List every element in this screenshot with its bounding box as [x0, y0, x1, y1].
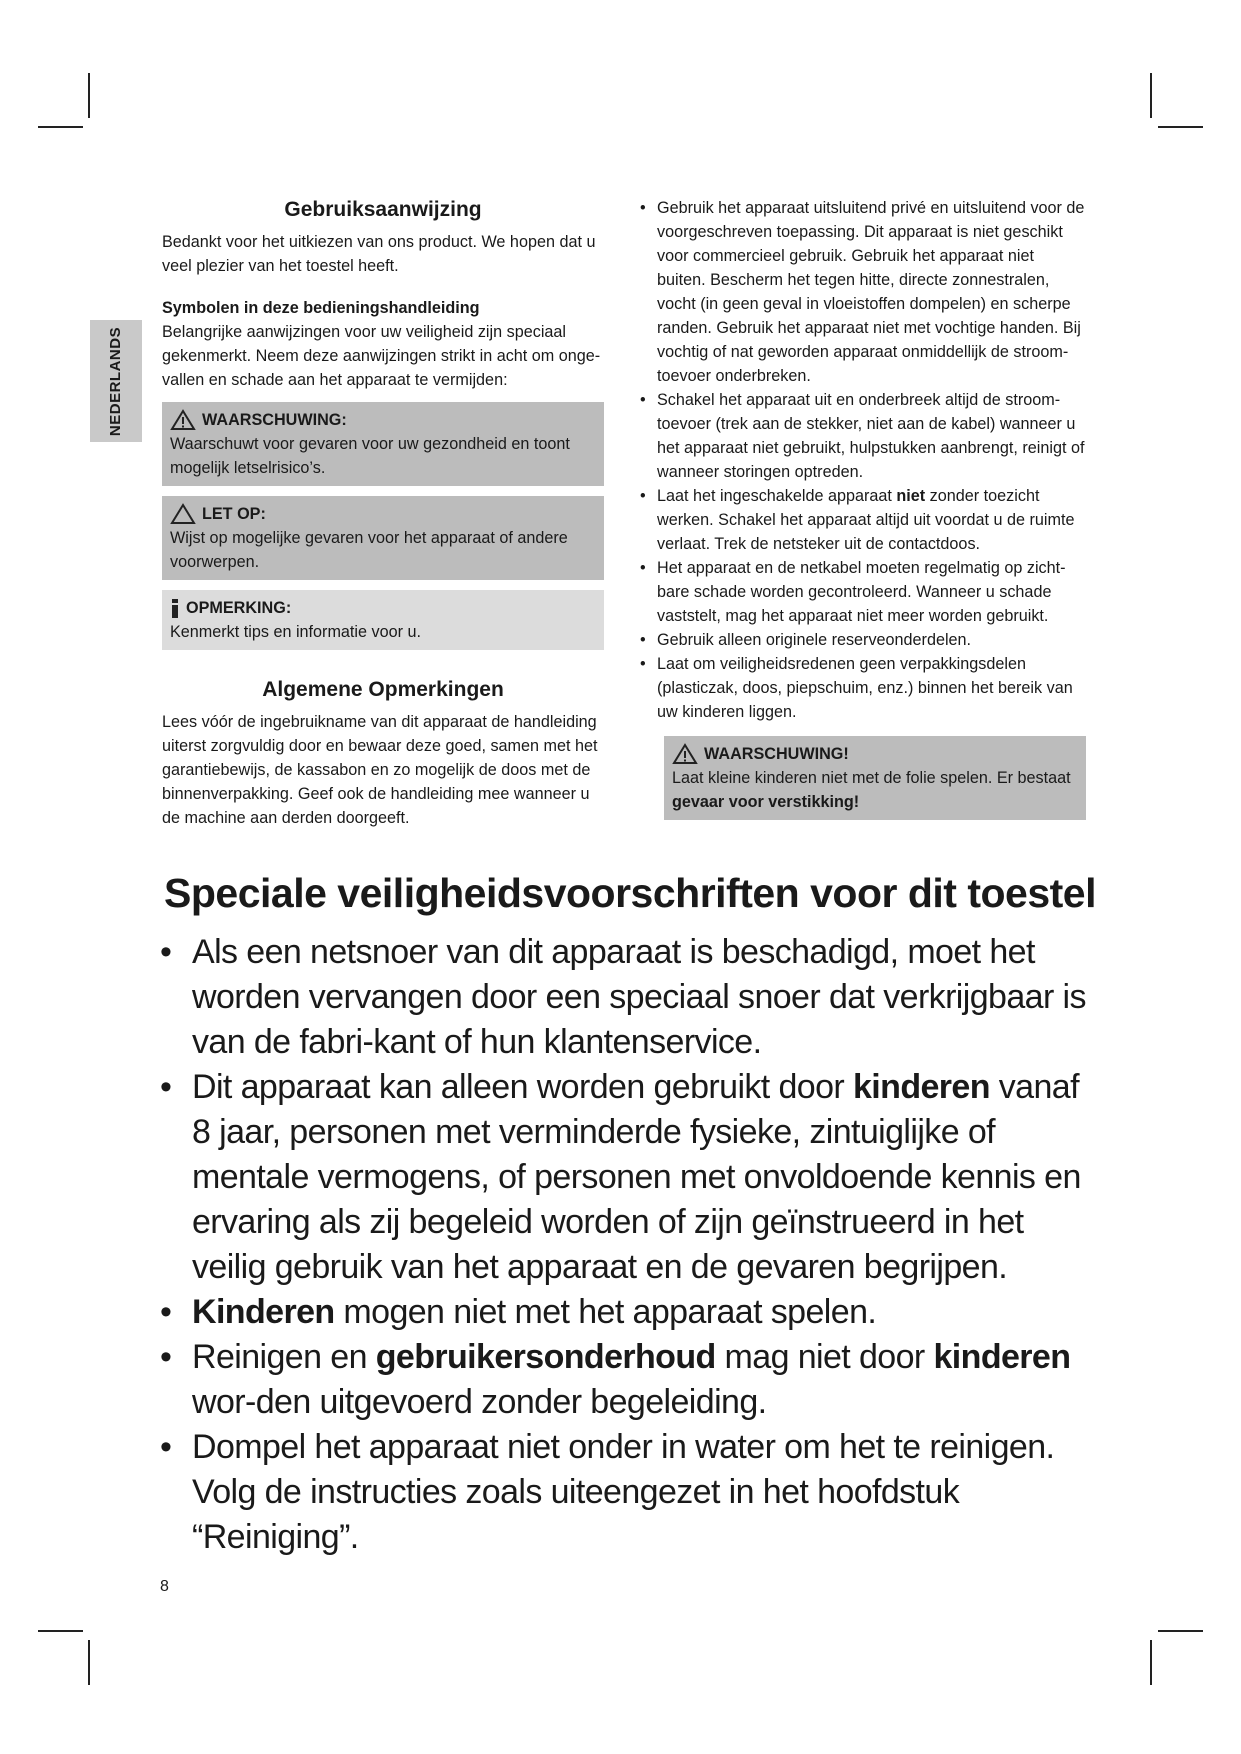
- general-text: Lees vóór de ingebruikname van dit apparaat de handleiding uiterst zorgvuldig door en bewaar deze goed, samen met het garantiebewijs, de kassabon en zo mogelijk de doos met de binnenverpakking. Geef ook de handleiding mee wanneer u de machine aan derden doorgeeft.: [162, 713, 598, 827]
- warning-text: Laat kleine kinderen niet met de folie spelen. Er bestaat gevaar voor verstikking!: [672, 769, 1071, 811]
- instructions-title: Gebruiksaanwijzing: [284, 198, 482, 221]
- list-item: • Kinderen mogen niet met het apparaat spelen.: [160, 1290, 1100, 1335]
- intro-text: Bedankt voor het uitkiezen van ons product. We hopen dat u veel plezier van het toestel heeft.: [162, 233, 596, 275]
- list-item: • Gebruik alleen originele reserveonderdelen.: [640, 628, 1086, 652]
- list-item: • Laat om veiligheidsredenen geen verpakkingsdelen (plasticzak, doos, piepschuim, enz.) binnen het bereik van uw kinderen liggen.: [640, 652, 1086, 724]
- caution-label: LET OP:: [202, 505, 266, 523]
- list-item: • Gebruik het apparaat uitsluitend privé en uitsluitend voor de voorgeschreven toepassing. Dit apparaat is niet geschikt voor commercieel gebruik. Gebruik het apparaat niet buiten. Bescherm het tegen hitte, directe zonnestralen, vocht (in geen geval in vloeistoffen dompelen) en scherpe randen. Gebruik het apparaat niet met vochtige handen. Bij vochtig of nat geworden apparaat onmiddellijk de stroom-toevoer onderbreken.: [640, 196, 1086, 388]
- right-column: [640, 196, 1086, 820]
- symbols-heading: Symbolen in deze bedieningshandleiding: [162, 299, 480, 317]
- crop-mark: [1158, 1630, 1203, 1632]
- warning-box-right: [664, 736, 1086, 820]
- list-item: • Het apparaat en de netkabel moeten regelmatig op zicht-bare schade worden gecontroleerd. Wanneer u schade vaststelt, mag het apparaat niet meer worden gebruikt.: [640, 556, 1086, 628]
- special-safety-list: [160, 930, 1100, 1560]
- list-item: • Als een netsnoer van dit apparaat is beschadigd, moet het worden vervangen door een speciaal snoer dat verkrijgbaar is van de fabri-kant of hun klantenservice.: [160, 930, 1100, 1065]
- list-item: • Laat het ingeschakelde apparaat niet zonder toezicht werken. Schakel het apparaat altijd uit voordat u de ruimte verlaat. Trek de netsteker uit de contactdoos.: [640, 484, 1086, 556]
- safety-list: [640, 196, 1086, 724]
- page-number: 8: [160, 1578, 169, 1595]
- warning-triangle-icon: [672, 743, 698, 765]
- crop-mark: [1158, 126, 1203, 128]
- crop-mark: [38, 1630, 83, 1632]
- symbols-text: Belangrijke aanwijzingen voor uw veiligheid zijn speciaal gekenmerkt. Neem deze aanwijzingen strikt in acht om onge-vallen en schade aan het apparaat te vermijden:: [162, 323, 601, 389]
- caution-box: [162, 496, 604, 580]
- crop-mark: [1150, 1640, 1152, 1685]
- general-title: Algemene Opmerkingen: [262, 678, 504, 701]
- crop-mark: [1150, 73, 1152, 118]
- note-box: [162, 590, 604, 650]
- crop-mark: [88, 1640, 90, 1685]
- warning-triangle-icon: [170, 409, 196, 431]
- warning-label: WAARSCHUWING:: [202, 411, 347, 429]
- list-item: • Schakel het apparaat uit en onderbreek altijd de stroom-toevoer (trek aan de stekker, niet aan de kabel) wanneer u het apparaat niet gebruikt, hulpstukken aanbrengt, reinigt of wanneer storingen optreden.: [640, 388, 1086, 484]
- left-column: [162, 196, 604, 830]
- warning-text: Waarschuwt voor gevaren voor uw gezondheid en toont mogelijk letselrisico’s.: [170, 435, 570, 477]
- warning-label: WAARSCHUWING!: [704, 745, 849, 763]
- caution-text: Wijst op mogelijke gevaren voor het apparaat of andere voorwerpen.: [170, 529, 568, 571]
- special-safety-section: [160, 868, 1100, 1560]
- crop-mark: [38, 126, 83, 128]
- language-tab-label: NEDERLANDS: [107, 326, 125, 436]
- note-label: OPMERKING:: [186, 599, 292, 617]
- list-item: • Reinigen en gebruikersonderhoud mag niet door kinderen wor-den uitgevoerd zonder begeleiding.: [160, 1335, 1100, 1425]
- warning-box: [162, 402, 604, 486]
- special-safety-title: Speciale veiligheidsvoorschriften voor dit toestel: [164, 870, 1096, 916]
- list-item: • Dit apparaat kan alleen worden gebruikt door kinderen vanaf 8 jaar, personen met verminderde fysieke, zintuiglijke of mentale vermogens, of personen met onvoldoende kennis en ervaring als zij begeleid worden of zijn geïnstrueerd in het veilig gebruik van het apparaat en de gevaren begrijpen.: [160, 1065, 1100, 1290]
- note-text: Kenmerkt tips en informatie voor u.: [170, 623, 422, 641]
- crop-mark: [88, 73, 90, 118]
- info-icon: [170, 597, 180, 619]
- language-tab: [90, 320, 142, 442]
- caution-triangle-icon: [170, 503, 196, 525]
- list-item: • Dompel het apparaat niet onder in water om het te reinigen. Volg de instructies zoals uiteengezet in het hoofdstuk “Reiniging”.: [160, 1425, 1100, 1560]
